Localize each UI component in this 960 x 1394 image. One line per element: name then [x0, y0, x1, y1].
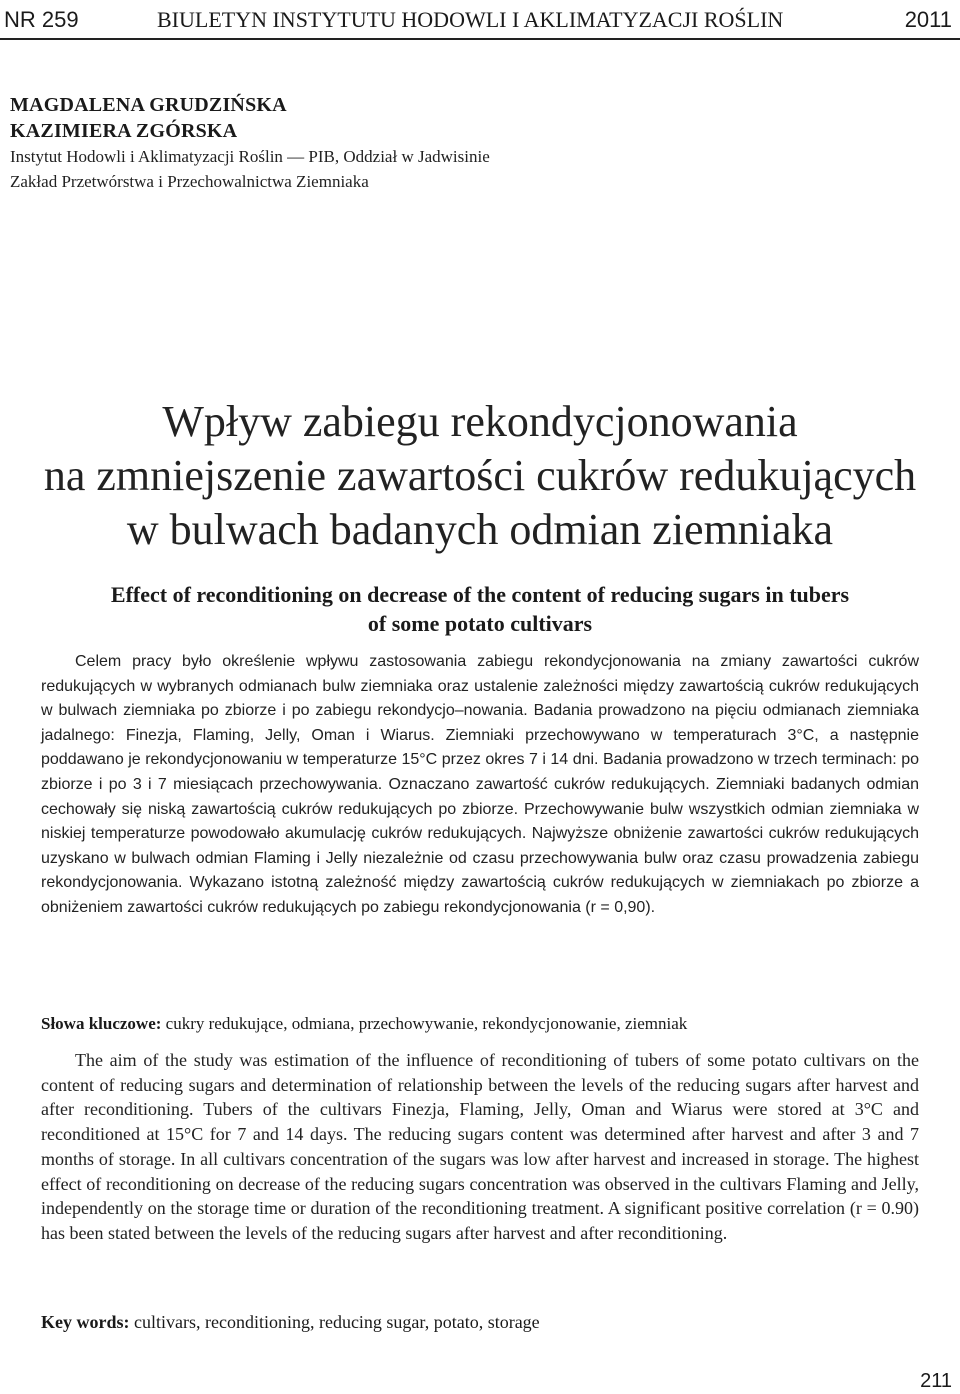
abstract-polish: Celem pracy było określenie wpływu zastosowania zabiegu rekondycjonowania na zmiany zawartości cukrów redukujących w wybranych odmianach bulw ziemniaka oraz ustalenie zależności między zawartością cukrów redukujących w bulwach ziemniaka po zbiorze i po zabiegu rekondycjo–nowania. Badania prowadzono na pięciu odmianach ziemniaka jadalnego: Finezja, Flaming, Jelly, Oman i Wiarus. Ziemniaki przechowywano w temperaturach 3°C, a następnie poddawano je rekondycjonowaniu w temperaturze 15°C przez okres 7 i 14 dni. Badania prowadzono w trzech terminach: po zbiorze i po 3 i 7 miesiącach przechowywania. Oznaczano zawartość cukrów redukujących. Ziemniaki badanych odmian cechowały się niską zawartością cukrów redukujących po zbiorze. Przechowywanie bulw wszystkich odmian ziemniaka w niskiej temperaturze powodowało akumulację cukrów redukujących. Najwyższe obniżenie zawartości cukrów redukujących uzyskano w bulwach odmian Flaming i Jelly niezależnie od czasu przechowywania bulw oraz czasu prowadzenia zabiegu rekondycjonowania. Wykazano istotną zależność między zawartością cukrów redukujących w ziemniakach po zbiorze a obniżeniem zawartości cukrów redukujących po zabiegu rekondycjonowania (r = 0,90).	[41, 653, 919, 916]
title-en-line: of some potato cultivars	[367, 611, 593, 636]
title-pl-line: w bulwach badanych odmian ziemniaka	[126, 505, 834, 554]
title-pl-line: Wpływ zabiegu rekondycjonowania	[162, 397, 798, 446]
article-title-english	[0, 580, 960, 638]
keywords-polish	[41, 1012, 919, 1036]
publication-year: 2011	[904, 7, 952, 32]
keywords-en-text: cultivars, reconditioning, reducing sugar, potato, storage	[129, 1312, 540, 1332]
keywords-en-label: Key words:	[41, 1312, 130, 1332]
keywords-english	[41, 1310, 919, 1334]
author-name: MAGDALENA GRUDZIŃSKA	[10, 94, 287, 116]
journal-title: BIULETYN INSTYTUTU HODOWLI I AKLIMATYZACJI ROŚLIN	[157, 7, 784, 32]
title-en-line: Effect of reconditioning on decrease of the content of reducing sugars in tubers	[110, 582, 850, 607]
abstract-english: The aim of the study was estimation of the influence of reconditioning of tubers of some potato cultivars on the content of reducing sugars and determination of relationship between the levels of the reducing sugars after harvest and after reconditioning. Tubers of the cultivars Finezja, Flaming, Jelly, Oman and Wiarus were stored at 3°C and reconditioned at 15°C for 7 and 14 days. The reducing sugars content was determined after harvest and after 3 and 7 months of storage. In all cultivars concentration of the sugars was low after harvest and increased in storage. The highest effect of reconditioning on decrease of the reducing sugars concentration was observed in the cultivars Flaming and Jelly, independently on the storage time or duration of the reconditioning treatment. A significant positive correlation (r = 0.90) has been stated between the levels of the reducing sugars after harvest and after reconditioning.	[41, 1050, 919, 1243]
title-pl-line: na zmniejszenie zawartości cukrów redukujących	[43, 451, 917, 500]
author-block	[10, 92, 950, 194]
author-name: KAZIMIERA ZGÓRSKA	[10, 120, 238, 142]
affiliation-institute: Instytut Hodowli i Aklimatyzacji Roślin — PIB, Oddział w Jadwisinie	[10, 147, 490, 166]
issue-number: NR 259	[4, 7, 79, 32]
running-header	[0, 0, 960, 38]
article-title-polish	[0, 395, 960, 557]
affiliation-department: Zakład Przetwórstwa i Przechowalnictwa Ziemniaka	[10, 172, 369, 191]
header-rule	[0, 38, 960, 40]
keywords-pl-text: cukry redukujące, odmiana, przechowywanie, rekondycjonowanie, ziemniak	[161, 1014, 688, 1033]
page-number: 211	[920, 1370, 952, 1392]
keywords-pl-label: Słowa kluczowe:	[41, 1014, 162, 1033]
